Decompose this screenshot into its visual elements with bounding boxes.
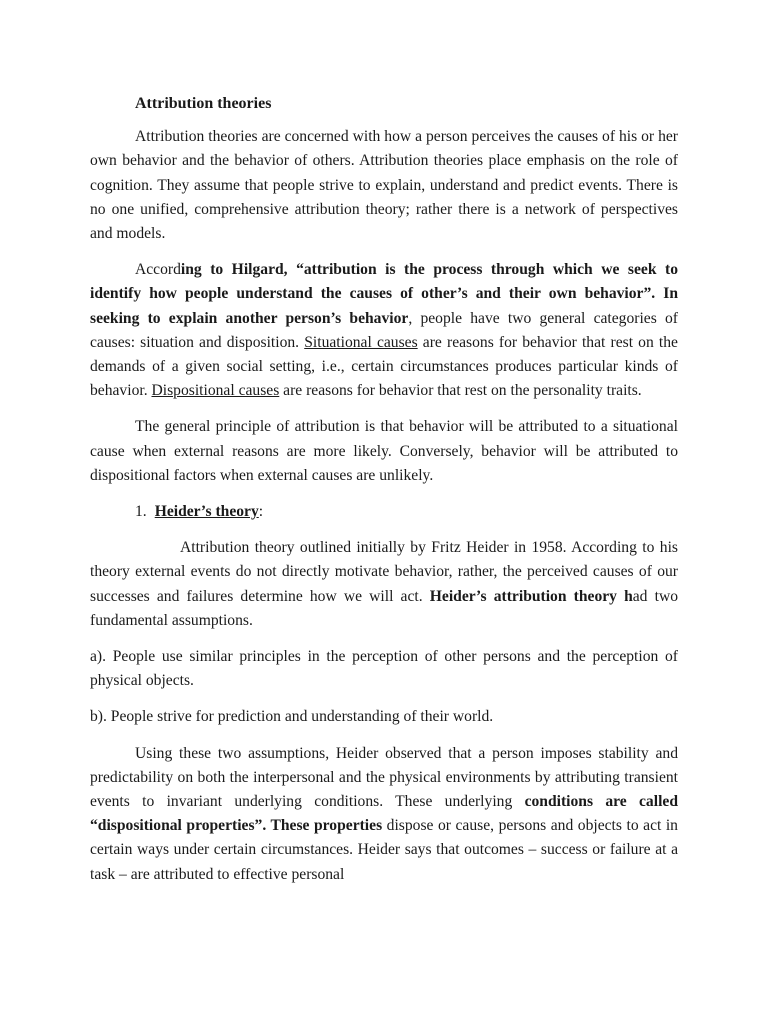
bold-quote: ing to Hilgard, “attribution is the process through which we seek to identify how people understand the causes of other’s and their own behavior”. In seeking to explain another person’s behavior xyxy=(90,261,678,327)
list-number: 1. xyxy=(135,503,147,521)
text-run: Accord xyxy=(135,261,181,279)
text-run: are reasons for behavior that rest on the personality traits. xyxy=(279,382,642,400)
paragraph-heider-intro xyxy=(90,536,678,633)
bold-phrase: Heider’s attribution theory h xyxy=(429,587,633,605)
paragraph-hilgard xyxy=(90,258,678,403)
term-situational-causes: Situational causes xyxy=(304,333,418,351)
text-run: , people have two general categories of causes: situation and disposition. xyxy=(90,309,678,351)
subheading-label: Heider’s theory xyxy=(154,503,259,521)
text-run: dispose or cause, persons and objects to act in certain ways under certain circumstances. Heider says that outcomes – success or failure at a task – are attributed to effective personal xyxy=(90,817,678,883)
text-run: Using these two assumptions, Heider observed that a person imposes stability and predictability on both the interpersonal and the physical environments by attributing transient events to invariant underlying conditions. These underlying xyxy=(90,744,678,811)
bold-phrase: conditions are called “dispositional properties”. These properties xyxy=(90,793,678,835)
subheading-heiders-theory xyxy=(135,500,678,524)
section-title: Attribution theories xyxy=(135,95,272,112)
paragraph-general-principle: The general principle of attribution is that behavior will be attributed to a situational cause when external reasons are more likely. Conversely, behavior will be attributed to dispositional factors when external causes are unlikely. xyxy=(90,418,678,484)
subheading-suffix: : xyxy=(258,503,264,521)
assumption-b: b). People strive for prediction and understanding of their world. xyxy=(90,708,494,726)
assumption-a: a). People use similar principles in the perception of other persons and the perception of physical objects. xyxy=(90,648,678,690)
text-run: ad two fundamental assumptions. xyxy=(90,587,679,629)
text-run: are reasons for behavior that rest on the demands of a given social setting, i.e., certain circumstances produces particular kinds of behavior. xyxy=(90,333,678,400)
text-run: Attribution theory outlined initially by Fritz Heider in 1958. According to his theory external events do not directly motivate behavior, rather, the perceived causes of our successes and failures determine how we will act. xyxy=(90,539,678,605)
term-dispositional-causes: Dispositional causes xyxy=(151,382,280,400)
paragraph-dispositional-properties xyxy=(90,742,678,887)
paragraph-intro: Attribution theories are concerned with how a person perceives the causes of his or her own behavior and the behavior of others. Attribution theories place emphasis on the role of cognition. They assume that people strive to explain, understand and predict events. There is no one unified, comprehensive attribution theory; rather there is a network of perspectives and models. xyxy=(90,128,678,243)
